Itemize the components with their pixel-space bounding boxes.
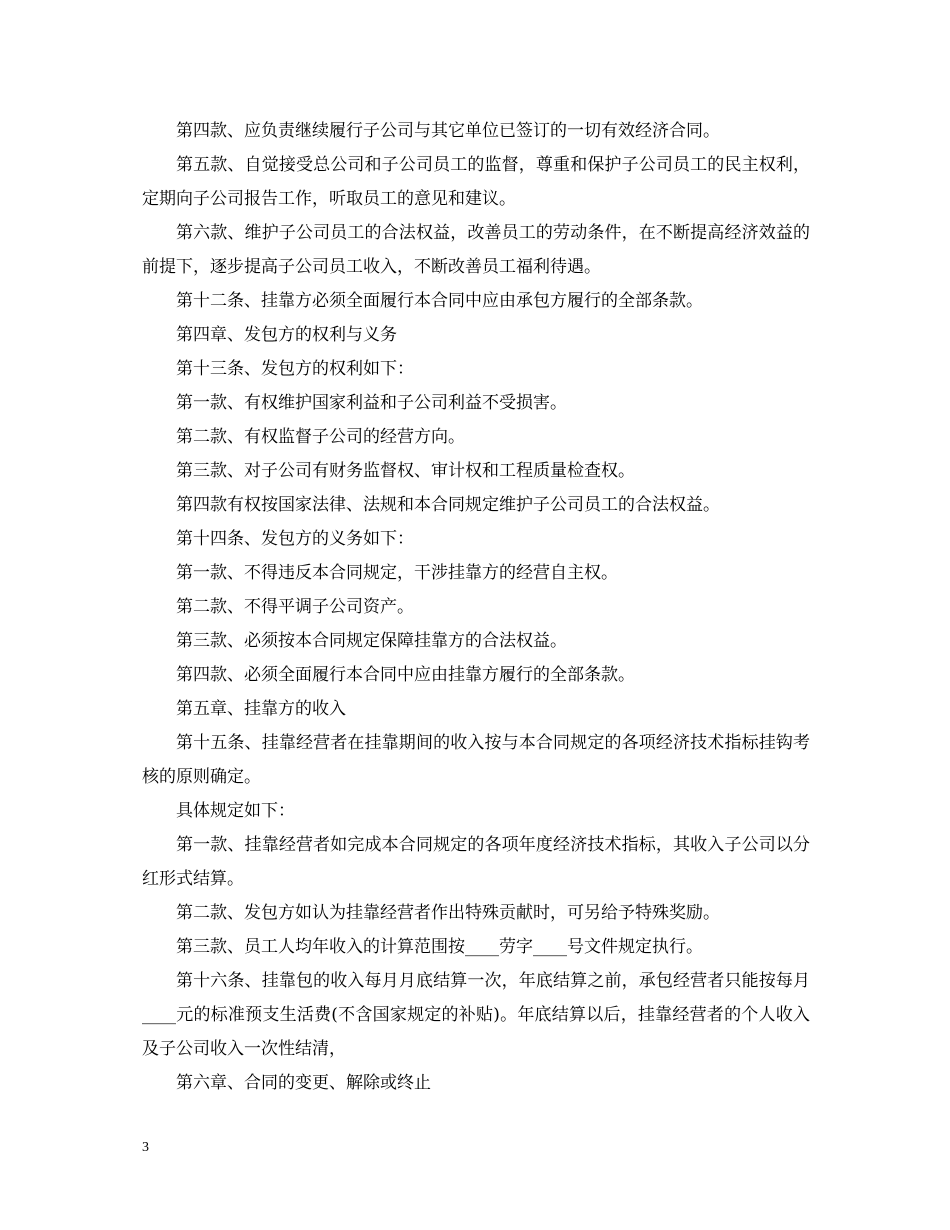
paragraph: 第三款、对子公司有财务监督权、审计权和工程质量检查权。 <box>176 461 635 481</box>
chapter-heading: 第五章、挂靠方的收入 <box>176 699 346 719</box>
paragraph: 第四款有权按国家法律、法规和本合同规定维护子公司员工的合法权益。 <box>176 495 720 515</box>
paragraph: 第十二条、挂靠方必须全面履行本合同中应由承包方履行的全部条款。 <box>176 291 703 311</box>
paragraph: 第五款、自觉接受总公司和子公司员工的监督，尊重和保护子公司员工的民主权利，定期向子公司报告工作，听取员工的意见和建议。 <box>142 155 810 209</box>
paragraph: 第十四条、发包方的义务如下： <box>176 529 414 549</box>
document-body <box>142 114 810 1100</box>
paragraph: 第十三条、发包方的权利如下： <box>176 359 414 379</box>
page-number: 3 <box>142 1140 149 1155</box>
paragraph: 第三款、员工人均年收入的计算范围按____劳字____号文件规定执行。 <box>176 937 703 957</box>
paragraph: 第十五条、挂靠经营者在挂靠期间的收入按与本合同规定的各项经济技术指标挂钩考核的原则确定。 <box>142 733 810 787</box>
paragraph: 第三款、必须按本合同规定保障挂靠方的合法权益。 <box>176 631 567 651</box>
paragraph: 第六款、维护子公司员工的合法权益，改善员工的劳动条件，在不断提高经济效益的前提下，逐步提高子公司员工收入，不断改善员工福利待遇。 <box>142 223 810 277</box>
paragraph: 第二款、有权监督子公司的经营方向。 <box>176 427 465 447</box>
paragraph: 第四款、必须全面履行本合同中应由挂靠方履行的全部条款。 <box>176 665 635 685</box>
paragraph: 第一款、不得违反本合同规定，干涉挂靠方的经营自主权。 <box>176 563 618 583</box>
chapter-heading: 第四章、发包方的权利与义务 <box>176 325 397 345</box>
paragraph: 第一款、有权维护国家利益和子公司利益不受损害。 <box>176 393 567 413</box>
paragraph: 第二款、不得平调子公司资产。 <box>176 597 414 617</box>
chapter-heading: 第六章、合同的变更、解除或终止 <box>176 1073 431 1093</box>
paragraph: 第十六条、挂靠包的收入每月月底结算一次，年底结算之前，承包经营者只能按每月____元的标准预支生活费(不含国家规定的补贴)。年底结算以后，挂靠经营者的个人收入及子公司收入一次性结清， <box>142 971 810 1059</box>
paragraph: 第一款、挂靠经营者如完成本合同规定的各项年度经济技术指标，其收入子公司以分红形式结算。 <box>142 835 810 889</box>
paragraph: 第二款、发包方如认为挂靠经营者作出特殊贡献时，可另给予特殊奖励。 <box>176 903 720 923</box>
paragraph: 第四款、应负责继续履行子公司与其它单位已签订的一切有效经济合同。 <box>176 121 720 141</box>
paragraph: 具体规定如下： <box>176 801 295 821</box>
